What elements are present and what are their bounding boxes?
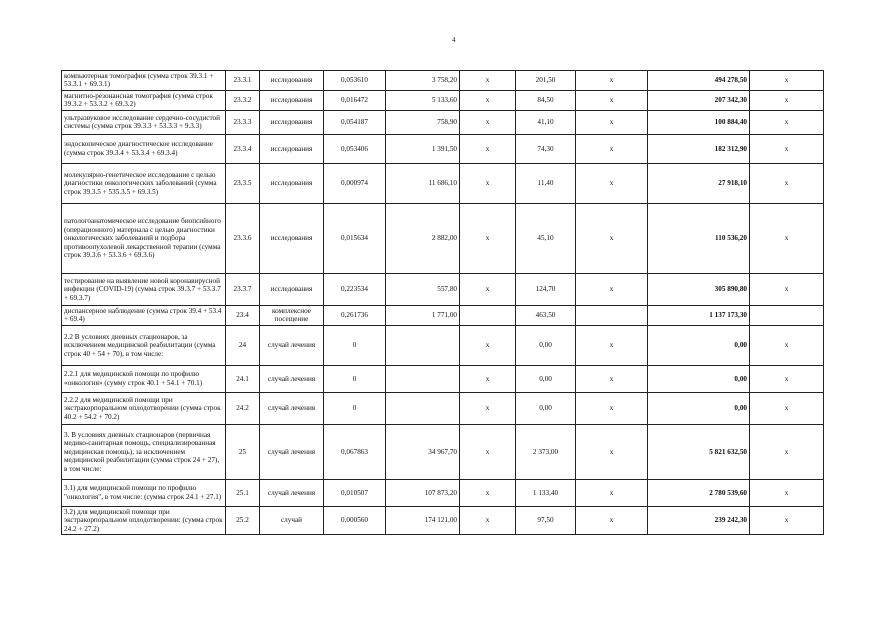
table-cell-code: 23.3.3 (226, 110, 260, 134)
table-row (62, 71, 824, 91)
table-cell-c8: x (576, 134, 648, 163)
table-cell-c7: 124,70 (516, 273, 576, 305)
table-cell-unit: исследования (260, 71, 324, 91)
table-cell-c9: 110 536,20 (648, 203, 750, 273)
table-cell-c9: 494 278,50 (648, 71, 750, 91)
table-cell-cost: 2 882,00 (386, 203, 460, 273)
table-cell-name: эндоскопическое диагностическое исследование (сумма строк 39.3.4 + 53.3.4 + 69.3.4) (62, 134, 226, 163)
table-cell-c9: 305 890,80 (648, 273, 750, 305)
table-cell-c9: 2 780 539,60 (648, 479, 750, 506)
table-cell-c10: x (750, 424, 824, 479)
table-cell-c10: x (750, 203, 824, 273)
table-cell-unit: случай лечения (260, 479, 324, 506)
table-cell-c7: 2 373,00 (516, 424, 576, 479)
table-cell-c6: x (460, 506, 516, 534)
table-cell-code: 25.1 (226, 479, 260, 506)
table-cell-cost: 758,90 (386, 110, 460, 134)
table-row (62, 110, 824, 134)
table-cell-norm: 0 (324, 325, 386, 365)
table-cell-name: 3.2) для медицинской помощи при экстракорпоральном оплодотворении: (сумма строк 24.2 + 27.2) (62, 506, 226, 534)
table-cell-c6: x (460, 71, 516, 91)
table-cell-c6: x (460, 392, 516, 424)
table-cell-c10: x (750, 273, 824, 305)
table-cell-unit: исследования (260, 134, 324, 163)
table-cell-c9: 0,00 (648, 365, 750, 392)
table-cell-unit: исследования (260, 273, 324, 305)
table-cell-name: патологоанатомическое исследование биопсийного (операционного) материала с целью диагностики онкологических заболеваний и подбора противоопухолевой лекарственной терапии (сумма строк 39.3.6 + 53.3.6 + 69.3.6) (62, 203, 226, 273)
table-cell-c8: x (576, 392, 648, 424)
table-cell-cost: 3 758,20 (386, 71, 460, 91)
table-cell-c8: x (576, 365, 648, 392)
table-cell-unit: случай лечения (260, 424, 324, 479)
table-cell-norm: 0,223534 (324, 273, 386, 305)
table-row (62, 305, 824, 325)
table-cell-c7: 1 133,40 (516, 479, 576, 506)
table-cell-c7: 41,10 (516, 110, 576, 134)
table-row (62, 365, 824, 392)
table-cell-c10: x (750, 479, 824, 506)
table-cell-code: 25.2 (226, 506, 260, 534)
table-cell-c6: x (460, 273, 516, 305)
table-cell-c9: 239 242,30 (648, 506, 750, 534)
table-cell-c6: x (460, 424, 516, 479)
table-cell-c6: x (460, 479, 516, 506)
table-cell-cost: 557,80 (386, 273, 460, 305)
table-cell-norm: 0,016472 (324, 90, 386, 110)
table-row (62, 424, 824, 479)
data-table (61, 70, 824, 535)
table-cell-c8: x (576, 479, 648, 506)
table-cell-norm: 0,261736 (324, 305, 386, 325)
table-cell-c7: 0,00 (516, 392, 576, 424)
table-cell-c8: x (576, 110, 648, 134)
table-row (62, 506, 824, 534)
table-cell-code: 24.1 (226, 365, 260, 392)
table-cell-c7: 0,00 (516, 325, 576, 365)
table-cell-code: 24.2 (226, 392, 260, 424)
table-cell-c8: x (576, 203, 648, 273)
table-cell-norm: 0 (324, 365, 386, 392)
table-cell-name: 2.2 В условиях дневных стационаров, за исключением медицинской реабилитации (сумма строк 40 + 54 + 70), в том числе: (62, 325, 226, 365)
table-cell-c8: x (576, 506, 648, 534)
table-cell-code: 23.3.5 (226, 163, 260, 203)
table-cell-norm: 0,067863 (324, 424, 386, 479)
table-cell-cost: 34 967,70 (386, 424, 460, 479)
table-cell-c10: x (750, 325, 824, 365)
table-cell-name: 3.1) для медицинской помощи по профилю "онкология", в том числе: (сумма строк 24.1 + 27.1) (62, 479, 226, 506)
table-cell-name: тестирование на выявление новой коронавирусной инфекции (COVID-19) (сумма строк 39.3.7 + 53.3.7 + 69.3.7) (62, 273, 226, 305)
table-cell-code: 23.3.6 (226, 203, 260, 273)
table-cell-name: 2.2.1 для медицинской помощи по профилю «онкология» (сумму строк 40.1 + 54.1 + 70.1) (62, 365, 226, 392)
table-cell-cost (386, 392, 460, 424)
table-cell-c9: 27 918,10 (648, 163, 750, 203)
table-row (62, 134, 824, 163)
table-cell-unit: случай лечения (260, 392, 324, 424)
table-cell-c6: x (460, 134, 516, 163)
table-cell-norm: 0,054187 (324, 110, 386, 134)
table-cell-c10: x (750, 365, 824, 392)
table-cell-c6: x (460, 110, 516, 134)
table-cell-code: 23.4 (226, 305, 260, 325)
table-cell-norm: 0,015634 (324, 203, 386, 273)
table-cell-unit: исследования (260, 163, 324, 203)
table-row (62, 203, 824, 273)
table-cell-name: 2.2.2 для медицинской помощи при экстракорпоральном оплодотворении (сумма строк 40.2 + 54.2 + 70.2) (62, 392, 226, 424)
table-cell-cost: 1 391,50 (386, 134, 460, 163)
table-cell-unit: случай лечения (260, 365, 324, 392)
table-cell-unit: случай (260, 506, 324, 534)
table-cell-c9: 0,00 (648, 392, 750, 424)
table-cell-c10: x (750, 134, 824, 163)
table-cell-c8: x (576, 325, 648, 365)
table-cell-c7: 0,00 (516, 365, 576, 392)
table-row (62, 273, 824, 305)
table-cell-norm: 0 (324, 392, 386, 424)
table-cell-cost (386, 325, 460, 365)
table-cell-c7: 45,10 (516, 203, 576, 273)
table-cell-norm: 0,053610 (324, 71, 386, 91)
table-cell-code: 23.3.4 (226, 134, 260, 163)
table-cell-norm: 0,053406 (324, 134, 386, 163)
table-cell-c10: x (750, 506, 824, 534)
table-cell-c6 (460, 305, 516, 325)
table-row (62, 325, 824, 365)
table-cell-name: магнитно-резонансная томография (сумма строк 39.3.2 + 53.3.2 + 69.3.2) (62, 90, 226, 110)
table-cell-c8: x (576, 424, 648, 479)
table-cell-c8: x (576, 273, 648, 305)
table-cell-code: 23.3.1 (226, 71, 260, 91)
table-cell-c9: 5 821 632,50 (648, 424, 750, 479)
table-cell-c10: x (750, 163, 824, 203)
table-cell-c10 (750, 305, 824, 325)
table-cell-c8: x (576, 90, 648, 110)
table-cell-c6: x (460, 90, 516, 110)
table-cell-norm: 0,000974 (324, 163, 386, 203)
table-cell-c6: x (460, 325, 516, 365)
table-cell-cost: 5 133,60 (386, 90, 460, 110)
table-cell-c9: 100 884,40 (648, 110, 750, 134)
table-cell-c10: x (750, 90, 824, 110)
table-cell-norm: 0,000560 (324, 506, 386, 534)
table-cell-c6: x (460, 365, 516, 392)
page-number: 4 (452, 36, 456, 44)
table-cell-c7: 97,50 (516, 506, 576, 534)
table-cell-unit: исследования (260, 110, 324, 134)
table-cell-c7: 84,50 (516, 90, 576, 110)
table-cell-unit: исследования (260, 90, 324, 110)
table-cell-unit: комплексное посещение (260, 305, 324, 325)
table-row (62, 479, 824, 506)
table-cell-c10: x (750, 392, 824, 424)
table-row (62, 392, 824, 424)
table-cell-c9: 207 342,30 (648, 90, 750, 110)
table-cell-name: ультразвуковое исследование сердечно-сосудистой системы (сумма строк 39.3.3 + 53.3.3 + 9.3.3) (62, 110, 226, 134)
table-cell-unit: исследования (260, 203, 324, 273)
table-cell-c7: 201,50 (516, 71, 576, 91)
table-cell-c8: x (576, 163, 648, 203)
table-cell-cost: 107 873,20 (386, 479, 460, 506)
table-cell-name: диспансерное наблюдение (сумма строк 39.4 + 53.4 + 69.4) (62, 305, 226, 325)
table-cell-norm: 0,010507 (324, 479, 386, 506)
table-cell-cost: 174 121,00 (386, 506, 460, 534)
table-cell-name: 3. В условиях дневных стационаров (первичная медико-санитарная помощь, специализированная медицинская помощь), за исключением медицинской реабилитации (сумма строк 24 + 27), в том числе: (62, 424, 226, 479)
table-cell-code: 24 (226, 325, 260, 365)
table-cell-c6: x (460, 203, 516, 273)
table-cell-c7: 463,50 (516, 305, 576, 325)
table-cell-code: 25 (226, 424, 260, 479)
table-cell-name: молекулярно-генетическое исследование с целью диагностики онкологических заболеваний (сумма строк 39.3.5 + 535.3.5 + 69.3.5) (62, 163, 226, 203)
table-cell-c10: x (750, 71, 824, 91)
table-cell-c9: 1 137 173,30 (648, 305, 750, 325)
table-cell-c9: 182 312,90 (648, 134, 750, 163)
table-row (62, 90, 824, 110)
table-cell-code: 23.3.2 (226, 90, 260, 110)
table-cell-c7: 74,30 (516, 134, 576, 163)
table-cell-cost: 11 686,10 (386, 163, 460, 203)
table-cell-unit: случай лечения (260, 325, 324, 365)
table-cell-c10: x (750, 110, 824, 134)
table-cell-c8 (576, 305, 648, 325)
table-cell-name: компьютерная томография (сумма строк 39.3.1 + 53.3.1 + 69.3.1) (62, 71, 226, 91)
table-cell-code: 23.3.7 (226, 273, 260, 305)
table-cell-c9: 0,00 (648, 325, 750, 365)
table-cell-c8: x (576, 71, 648, 91)
table-row (62, 163, 824, 203)
table-cell-cost (386, 365, 460, 392)
table-cell-cost: 1 771,00 (386, 305, 460, 325)
table-cell-c6: x (460, 163, 516, 203)
table-cell-c7: 11,40 (516, 163, 576, 203)
